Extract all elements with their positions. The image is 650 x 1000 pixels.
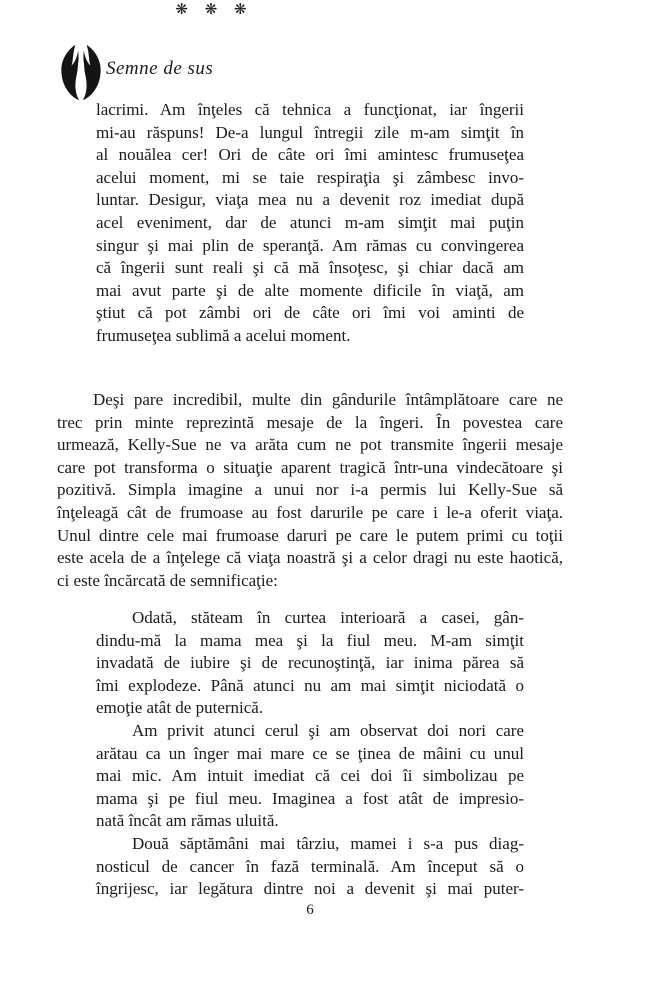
intro-paragraph <box>57 389 563 592</box>
text-line: frumuseţea sublimă a acelui moment. <box>96 325 351 345</box>
text-line: acelui moment, mi se taie respiraţia şi zâmbesc invo- <box>96 167 524 187</box>
text-line: mama şi pe fiul meu. Imaginea a fost atât de impresio- <box>96 788 524 808</box>
text-line: arătau ca un înger mai mare ce se ţinea de mâini cu unul <box>96 743 524 763</box>
text-line: mi-au răspuns! De-a lungul întregii zile m-am simţit în <box>96 122 524 142</box>
text-line: mai mic. Am intuit imediat că cei doi îi simbolizau pe <box>96 766 524 786</box>
text-line: nată încât am rămas uluită. <box>96 811 279 831</box>
section-separator: ❋ ❋ ❋ <box>175 0 253 18</box>
text-line: Două săptămâni mai târziu, mamei i s-a pus diag- <box>132 834 524 853</box>
angel-wings-icon <box>57 44 105 102</box>
text-line: invadată de iubire şi de recunoştinţă, iar inima părea să <box>96 653 524 673</box>
text-line: Am privit atunci cerul şi am observat doi nori care <box>132 721 524 740</box>
text-line: luntar. Desigur, viaţa mea nu a devenit roz imediat după <box>96 190 524 210</box>
text-line: înţeleagă cât de frumoase au fost darurile pe care i le-a oferit viaţa. <box>57 502 563 522</box>
text-line: care pot transforma o situaţie aparent tragică într-una vindecătoare şi <box>57 457 563 477</box>
quote-paragraph-1 <box>96 607 524 720</box>
opening-paragraph <box>96 99 524 348</box>
text-line: al nouălea cer! Ori de câte ori îmi amintesc frumuseţea <box>96 145 524 165</box>
text-line: Unul dintre cele mai frumoase daruri pe care le putem primi cu toţii <box>57 525 563 545</box>
text-line: emoţie atât de puternică. <box>96 698 264 718</box>
quote-paragraph-2 <box>96 720 524 833</box>
text-line: trec prin minte reprezintă mesaje de la îngeri. În povestea care <box>57 412 563 432</box>
text-line: dindu-mă la mama mea şi la fiul meu. M-am simţit <box>96 630 524 650</box>
text-line: acel eveniment, dar de atunci m-am simţit mai puţin <box>96 212 524 232</box>
text-line: ci este încărcată de semnificaţie: <box>57 570 278 590</box>
text-line: nosticul de cancer în fază terminală. Am început să o <box>96 856 524 876</box>
text-line: singur şi mai plin de speranţă. Am rămas cu convingerea <box>96 235 524 255</box>
text-line: îmi explodeze. Până atunci nu am mai simţit niciodată o <box>96 675 524 695</box>
quote-paragraph-3 <box>96 833 524 901</box>
text-line: urmează, Kelly-Sue ne va arăta cum ne pot transmite îngerii mesaje <box>57 435 563 455</box>
text-line: lacrimi. Am înţeles că tehnica a funcţionat, iar îngerii <box>96 100 524 119</box>
text-line: este acela de a înţelege că viaţa noastră şi a celor dragi nu este haotică, <box>57 548 563 568</box>
text-line: ştiut că pot zâmbi ori de câte ori îmi voi aminti de <box>96 303 524 323</box>
page-number: 6 <box>306 902 314 918</box>
text-line: îngrijesc, iar legătura dintre noi a devenit şi mai puter- <box>96 879 524 899</box>
text-line: Deşi pare incredibil, multe din gândurile întâmplătoare care ne <box>93 390 563 409</box>
text-line: Odată, stăteam în curtea interioară a casei, gân- <box>132 608 524 627</box>
text-line: că îngerii sunt reali şi că mă însoţesc, şi chiar dacă am <box>96 258 524 278</box>
text-line: mai avut parte şi de alte momente dificile în viaţă, am <box>96 280 524 300</box>
text-line: pozitivă. Simpla imagine a unui nor i-a permis lui Kelly-Sue să <box>57 480 563 500</box>
running-header-title: Semne de sus <box>106 58 214 79</box>
